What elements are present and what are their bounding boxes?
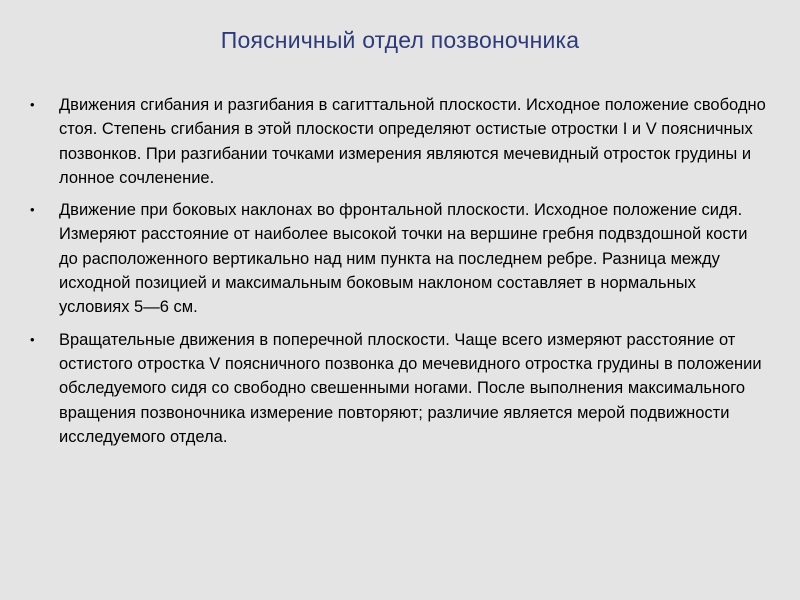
bullet-item: [30, 198, 770, 319]
bullet-item: [30, 328, 770, 449]
bullet-marker-icon: •: [30, 97, 35, 112]
bullet-text: Движения сгибания и разгибания в сагиттальной плоскости. Исходное положение свободно стоя. Степень сгибания в этой плоскости определяют остистые отростки I и V поясничных позвонков. При разгибании точками измерения являются мечевидный отросток грудины и лонное сочленение.: [59, 96, 766, 187]
bullet-list: [30, 93, 770, 457]
bullet-text: Движение при боковых наклонах во фронтальной плоскости. Исходное положение сидя. Измеряют расстояние от наиболее высокой точки на вершине гребня подвздошной кости до расположенного вертикально над ним пункта на последнем ребре. Разница между исходной позицией и максимальным боковым наклоном составляет в нормальных условиях 5—6 см.: [59, 201, 748, 317]
bullet-marker-icon: •: [30, 202, 35, 218]
bullet-item: [30, 93, 770, 190]
bullet-marker-icon: •: [30, 331, 35, 347]
bullet-text: Вращательные движения в поперечной плоскости. Чаще всего измеряют расстояние от остистого отростка V поясничного позвонка до мечевидного отростка грудины в положении обследуемого сидя со свободно свешенными ногами. После выполнения максимального вращения позвоночника измерение повторяют; различие является мерой подвижности исследуемого отдела.: [59, 330, 762, 446]
slide-title: Поясничный отдел позвоночника: [220, 27, 580, 53]
